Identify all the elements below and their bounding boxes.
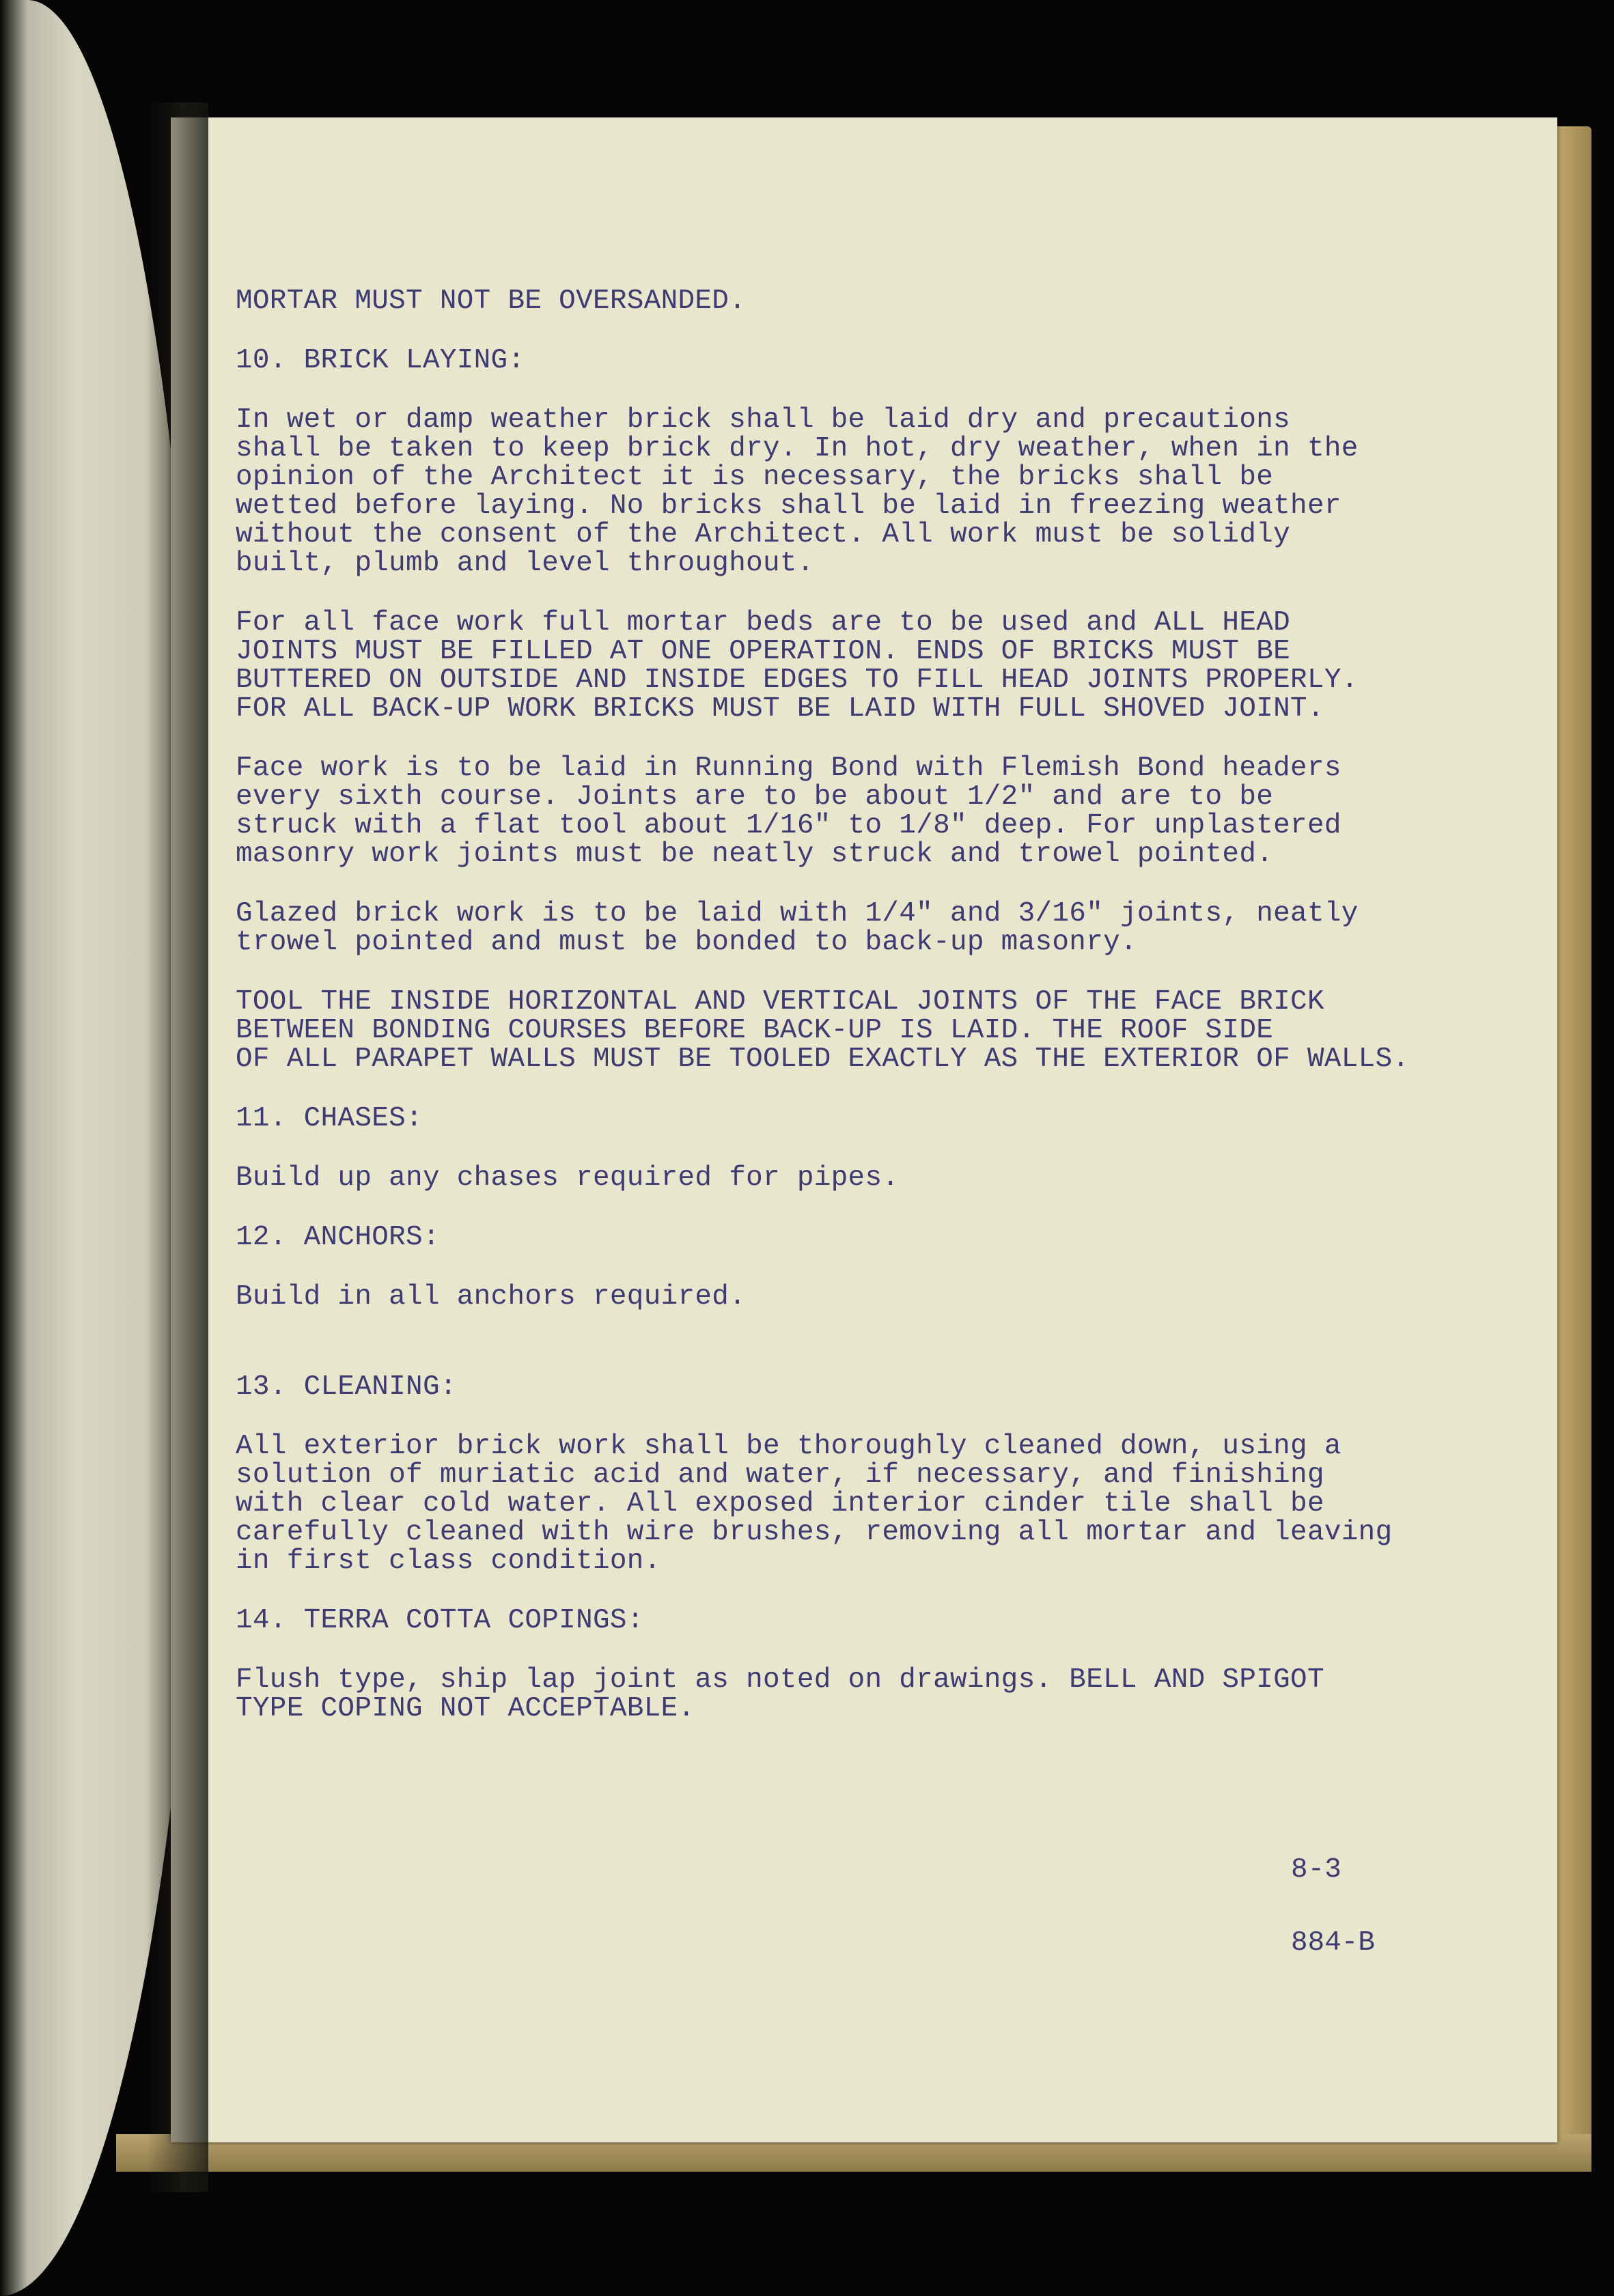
section-13-heading: 13. CLEANING: [236, 1371, 457, 1403]
section-10-paragraph-3: Face work is to be laid in Running Bond with Flemish Bond headers every sixth course. Joints are to be about 1/2" and are to be struck with a flat tool about 1/16" to 1/8" deep. For unplastered masonry work joints must be neatly struck and trowel pointed. [236, 753, 1341, 870]
binding-shadow [147, 102, 208, 2192]
page-number: 8-3 [1291, 1854, 1341, 1886]
section-13-body: All exterior brick work shall be thoroughly cleaned down, using a solution of muriatic acid and water, if necessary, and finishing with clear cold water. All exposed interior cinder tile shall be carefully cleaned with wire brushes, removing all mortar and leaving in first class condition. [236, 1431, 1393, 1577]
section-14-heading: 14. TERRA COTTA COPINGS: [236, 1605, 644, 1636]
section-10-heading: 10. BRICK LAYING: [236, 345, 525, 376]
section-14-body: Flush type, ship lap joint as noted on drawings. BELL AND SPIGOT TYPE COPING NOT ACCEPTABLE. [236, 1664, 1324, 1724]
section-10-paragraph-1: In wet or damp weather brick shall be laid dry and precautions shall be taken to keep brick dry. In hot, dry weather, when in the opinion of the Architect it is necessary, the bricks shall be wetted before laying. No bricks shall be laid in freezing weather without the consent of the Architect. All work must be solidly built, plumb and level throughout. [236, 404, 1359, 579]
section-11-heading: 11. CHASES: [236, 1103, 423, 1134]
section-12-heading: 12. ANCHORS: [236, 1222, 440, 1253]
section-10-paragraph-5: TOOL THE INSIDE HORIZONTAL AND VERTICAL JOINTS OF THE FACE BRICK BETWEEN BONDING COURSES BEFORE BACK-UP IS LAID. THE ROOF SIDE OF ALL PARAPET WALLS MUST BE TOOLED EXACTLY AS THE EXTERIOR OF WALLS. [236, 986, 1410, 1075]
section-11-body: Build up any chases required for pipes. [236, 1162, 900, 1194]
section-10-paragraph-2: For all face work full mortar beds are to be used and ALL HEAD JOINTS MUST BE FILLED AT ONE OPERATION. ENDS OF BRICKS MUST BE BUTTERED ON OUTSIDE AND INSIDE EDGES TO FILL HEAD JOINTS PROPERLY. FOR ALL BACK-UP WORK BRICKS MUST BE LAID WITH FULL SHOVED JOINT. [236, 607, 1359, 725]
intro-line: MORTAR MUST NOT BE OVERSANDED. [236, 285, 747, 317]
section-12-body: Build in all anchors required. [236, 1281, 747, 1313]
page-text [236, 287, 1486, 1723]
spec-number: 884-B [1291, 1927, 1376, 1959]
section-10-paragraph-4: Glazed brick work is to be laid with 1/4" and 3/16" joints, neatly trowel pointed and must be bonded to back-up masonry. [236, 898, 1359, 958]
